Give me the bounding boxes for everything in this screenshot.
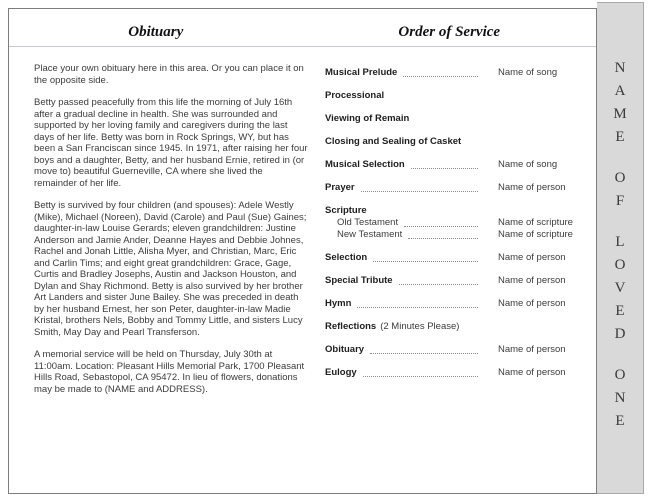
service-item-label: Musical Selection <box>325 159 405 170</box>
spine-letter: E <box>615 303 625 319</box>
order-of-service-title: Order of Service <box>398 24 501 40</box>
service-subitem-value: Name of scripture <box>498 229 573 240</box>
spine-letter: N <box>614 390 626 406</box>
spine-word-loved <box>597 231 643 346</box>
obituary-text-block <box>9 47 308 406</box>
service-subitem-old-testament <box>325 217 582 229</box>
service-item-value: Name of song <box>498 67 558 78</box>
obituary-title: Obituary <box>128 24 184 40</box>
service-item-musical-selection <box>325 159 582 171</box>
service-item-closing-and-sealing <box>325 136 582 148</box>
spine-letter: O <box>614 170 626 186</box>
service-item-label: Closing and Sealing of Casket <box>325 136 462 147</box>
spine-letter: F <box>615 193 625 209</box>
service-item-label: Reflections <box>325 321 377 332</box>
obituary-paragraph: Betty passed peacefully from this life the morning of July 16th after a gradual decline in health. She was surrounded and supported by her loving family and caregivers during the last days of her life. Betty was born in Rock Springs, WY, but has been a San Franciscan since 1945. In 1971, after raising her four boys and a daughter, Betty, and her husband Ernie, retired in (or move to) beautiful Guerneville, CA where she lived the remainder of her life. <box>34 97 308 189</box>
spine-letter: O <box>614 257 626 273</box>
service-item-label: Hymn <box>325 298 352 309</box>
spine-word-name <box>597 57 643 149</box>
service-group-scripture <box>325 205 582 241</box>
service-item-label: Prayer <box>325 182 355 193</box>
obituary-paragraph: Place your own obituary here in this area. Or you can place it on the opposite side. <box>34 63 304 86</box>
service-item-selection <box>325 252 582 264</box>
spine-word-of <box>597 167 643 213</box>
service-item-label: Selection <box>325 252 368 263</box>
dotted-leader <box>404 226 478 227</box>
service-subitem-label: New Testament <box>337 229 403 240</box>
service-item-label: Scripture <box>325 205 367 216</box>
service-item-reflections <box>325 321 582 333</box>
spine-word-one <box>597 364 643 433</box>
service-item-musical-prelude <box>325 67 582 79</box>
spine-letter: A <box>614 83 626 99</box>
page-content <box>9 47 596 406</box>
service-item-note: (2 Minutes Please) <box>380 321 460 332</box>
spine-letter: E <box>615 129 625 145</box>
service-item-processional <box>325 90 582 102</box>
spine-letter: E <box>615 413 625 429</box>
dotted-leader <box>403 76 478 77</box>
service-item-eulogy <box>325 367 582 379</box>
dotted-leader <box>370 353 478 354</box>
service-item-label: Special Tribute <box>325 275 393 286</box>
service-item-obituary <box>325 344 582 356</box>
name-of-loved-one-spine <box>597 2 644 494</box>
spine-letter: N <box>614 60 626 76</box>
dotted-leader <box>363 376 478 377</box>
service-item-value: Name of person <box>498 344 566 355</box>
service-item-value: Name of person <box>498 298 566 309</box>
service-item-label: Viewing of Remain <box>325 113 410 124</box>
service-item-value: Name of person <box>498 367 566 378</box>
dotted-leader <box>361 191 478 192</box>
spine-letter: M <box>613 106 627 122</box>
spine-letter: L <box>615 234 625 250</box>
service-item-value: Name of person <box>498 182 566 193</box>
service-item-value: Name of person <box>498 252 566 263</box>
obituary-paragraph: Betty is survived by four children (and spouses): Adele Westly (Mike), Michael (Noreen), David (Carole) and Paul (Sue) Gaines; daughter-in-law Louise Gerards; eleven grandchildren: Justine Anderson and Jamie Ander, Deanne Hayes and Debbie Johnes, Rachel and Jonah Little, Alisha Myer, and Christian, Marc, Eric and Carlin Tims; and eight great grandchildren: Grace, Gage, Curtis and Bradley Josephs, Austin and Jackson Houston, and Dylan and Shay Richmond. Betty is also survived by her brother Art Landers and sister June Bailey. She was preceded in death by her husband Ernest, her son Peter, daughter-in-law Madie Kristal, brothers Nels, Bobby and Tommy Little, and sisters Lucy Smith, May Day and Pearl Transferson. <box>34 200 307 338</box>
page-header <box>9 9 596 47</box>
service-item-label: Eulogy <box>325 367 357 378</box>
dotted-leader <box>373 261 478 262</box>
service-item-viewing-of-remain <box>325 113 582 125</box>
program-page <box>8 8 597 494</box>
service-item-hymn <box>325 298 582 310</box>
service-item-value: Name of song <box>498 159 558 170</box>
spine-letter: D <box>614 326 626 342</box>
service-item-label: Processional <box>325 90 385 101</box>
service-item-prayer <box>325 182 582 194</box>
service-subitem-value: Name of scripture <box>498 217 573 228</box>
service-item-special-tribute <box>325 275 582 287</box>
service-item-label: Musical Prelude <box>325 67 398 78</box>
order-of-service-list <box>308 47 596 406</box>
service-subitem-new-testament <box>325 229 582 241</box>
service-item-label: Obituary <box>325 344 365 355</box>
service-item-value: Name of person <box>498 275 566 286</box>
service-item-scripture <box>325 205 582 217</box>
spine-letter: V <box>614 280 626 296</box>
spine-letter: O <box>614 367 626 383</box>
dotted-leader <box>399 284 478 285</box>
dotted-leader <box>357 307 478 308</box>
dotted-leader <box>411 168 478 169</box>
service-subitem-label: Old Testament <box>337 217 399 228</box>
dotted-leader <box>408 238 478 239</box>
obituary-paragraph: A memorial service will be held on Thursday, July 30th at 11:00am. Location: Pleasant Hills Memorial Park, 1700 Pleasant Hills Road, Sebastopol, CA 95472. In lieu of flowers, donations may be made to (NAME and ADDRESS). <box>34 349 305 395</box>
